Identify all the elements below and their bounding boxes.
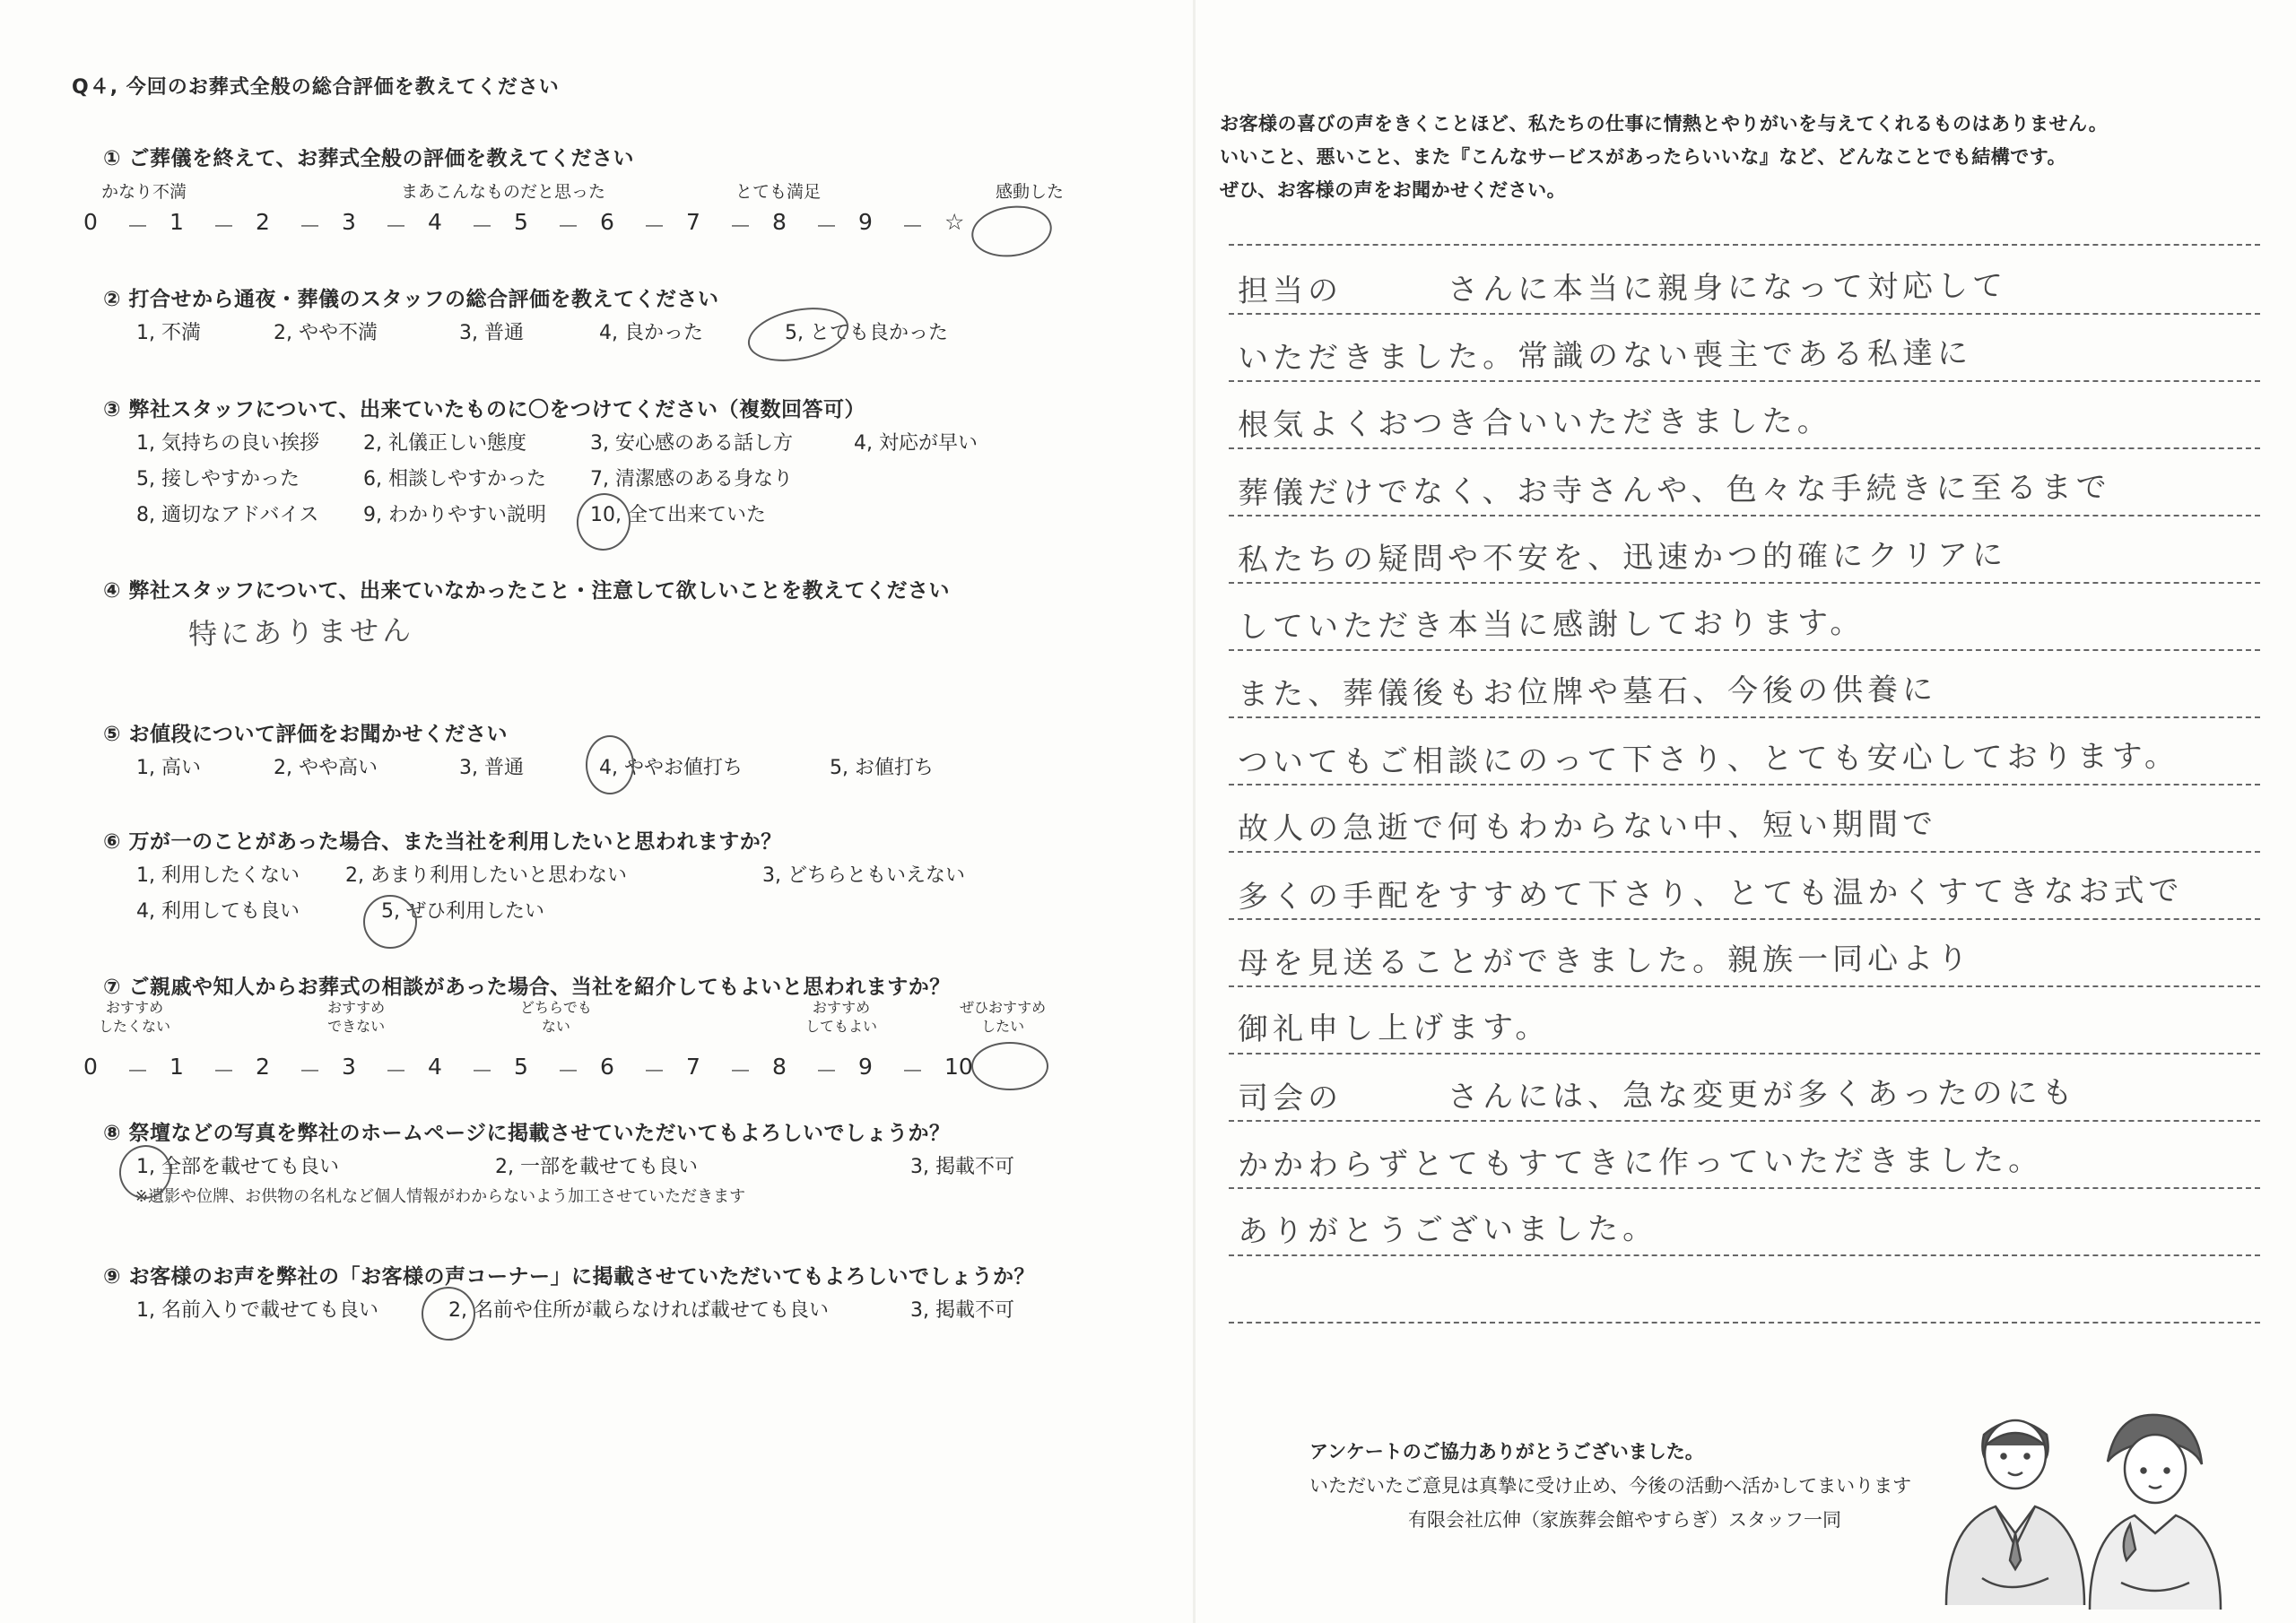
- q1-scale-dash: －: [815, 213, 839, 239]
- q3-option[interactable]: 10, 全て出来ていた: [590, 504, 766, 526]
- q6-answer-circle: [363, 895, 417, 949]
- q7-answer-circle: [971, 1042, 1048, 1090]
- q1-scale-value[interactable]: 6: [600, 209, 614, 235]
- q2-options: [103, 312, 1135, 348]
- q1-scale-value[interactable]: 0: [83, 209, 98, 235]
- comment-line: [1229, 853, 2260, 920]
- thanks-block: [1309, 1435, 1911, 1537]
- q7-scale-dash: －: [729, 1058, 752, 1084]
- q5-option[interactable]: 3, 普通: [459, 757, 524, 779]
- q6-option[interactable]: 5, ぜひ利用したい: [381, 900, 544, 923]
- intro-line: お客様の喜びの声をきくことほど、私たちの仕事に情熱とやりがいを与えてくれるものはありません。: [1220, 113, 2109, 135]
- comment-line: [1229, 1122, 2260, 1189]
- handwritten-comment: ありがとうございました。: [1237, 1211, 1658, 1250]
- question-8: [103, 1116, 1135, 1209]
- staff-man-figure: [1946, 1420, 2084, 1605]
- comment-line: [1229, 516, 2260, 584]
- q1-label: まあこんなものだと思った: [401, 182, 606, 202]
- handwritten-comment: していただき本当に感謝しております。: [1237, 604, 1866, 646]
- q3-option[interactable]: 3, 安心感のある話し方: [590, 432, 793, 455]
- q5-option[interactable]: 5, お値打ち: [830, 757, 934, 779]
- q7-scale-value[interactable]: 1: [170, 1054, 184, 1080]
- question-7: [83, 970, 1135, 1089]
- q1-title: ① ご葬儀を終えて、お葬式全般の評価を教えてください: [103, 147, 635, 170]
- q6-option[interactable]: 3, どちらともいえない: [762, 864, 965, 887]
- q1-scale-value[interactable]: 2: [256, 209, 270, 235]
- q7-scale-value[interactable]: 8: [772, 1054, 787, 1080]
- comment-top-rule: [1229, 244, 2260, 246]
- q3-option[interactable]: 2, 礼儀正しい態度: [363, 432, 526, 455]
- q8-option[interactable]: 3, 掲載不可: [910, 1156, 1014, 1178]
- q7-scale-labels: [99, 999, 1135, 1041]
- q2-option[interactable]: 1, 不満: [136, 322, 201, 344]
- question-4: [103, 574, 1135, 652]
- comment-line: [1229, 247, 2260, 315]
- comment-line: [1229, 584, 2260, 651]
- handwritten-comment: 多くの手配をすすめて下さり、とても温かくすてきなお式で: [1237, 872, 2184, 916]
- q7-scale-value[interactable]: 2: [256, 1054, 270, 1080]
- q1-scale-dash: －: [299, 213, 322, 239]
- staff-woman-figure: [2090, 1415, 2221, 1610]
- handwritten-comment: ついてもご相談にのって下さり、とても安心しております。: [1237, 738, 2180, 781]
- q8-title: ⑧ 祭壇などの写真を弊社のホームページに掲載させていただいてもよろしいでしょうか？: [103, 1122, 951, 1145]
- q7-scale-dash: －: [557, 1058, 580, 1084]
- comment-line: [1229, 1055, 2260, 1122]
- q7-scale-dash: －: [643, 1058, 666, 1084]
- q7-label: おすすめ したくない: [99, 999, 171, 1035]
- handwritten-comment: 葬儀だけでなく、お寺さんや、色々な手続きに至るまで: [1237, 469, 2111, 512]
- q1-scale-dash: －: [643, 213, 666, 239]
- q7-scale-value[interactable]: 3: [342, 1054, 356, 1080]
- thanks-title: アンケートのご協力ありがとうございました。: [1309, 1441, 1704, 1462]
- handwritten-comment: 故人の急逝で何もわからない中、短い期間で: [1237, 806, 1938, 847]
- q1-scale-dash: －: [126, 213, 150, 239]
- comment-line: [1229, 1256, 2260, 1324]
- q7-label: おすすめ してもよい: [805, 999, 878, 1035]
- question-9: [103, 1260, 1135, 1325]
- thanks-line: いただいたご意見は真摯に受け止め、今後の活動へ活かしてまいります: [1309, 1475, 1912, 1497]
- comment-line: [1229, 920, 2260, 987]
- handwritten-comment: かかわらずとてもすてきに作っていただきました。: [1237, 1141, 2044, 1185]
- q7-scale-dash: －: [385, 1058, 408, 1084]
- comment-line: [1229, 382, 2260, 449]
- q3-option[interactable]: 9, わかりやすい説明: [363, 504, 546, 526]
- q7-label: おすすめ できない: [327, 999, 386, 1035]
- q1-scale-dash: －: [557, 213, 580, 239]
- q2-option[interactable]: 5, とても良かった: [785, 322, 948, 344]
- intro-text: [1220, 108, 2108, 207]
- q1-scale-value[interactable]: 1: [170, 209, 184, 235]
- q5-option[interactable]: 2, やや高い: [274, 757, 378, 779]
- q4-heading: Q４, 今回のお葬式全般の総合評価を教えてください: [72, 76, 560, 99]
- q7-scale-dash: －: [901, 1058, 925, 1084]
- q8-option[interactable]: 2, 一部を載せても良い: [495, 1156, 698, 1178]
- q6-option[interactable]: 1, 利用したくない: [136, 864, 300, 887]
- q1-scale-value[interactable]: 8: [772, 209, 787, 235]
- q7-scale-dash: －: [471, 1058, 494, 1084]
- q7-scale-value[interactable]: 10: [944, 1054, 973, 1080]
- q4-title: ④ 弊社スタッフについて、出来ていなかったこと・注意して欲しいことを教えてください: [103, 579, 951, 603]
- q7-scale-value[interactable]: 6: [600, 1054, 614, 1080]
- q9-title: ⑨ お客様のお声を弊社の「お客様の声コーナー」に掲載させていただいてもよろしいでしょうか？: [103, 1265, 1035, 1289]
- right-page: [1193, 0, 2296, 1623]
- q1-scale-dash: －: [385, 213, 408, 239]
- q8-note-text: ※遺影や位牌、お供物の名札など個人情報がわからないよう加工させていただきます: [135, 1187, 746, 1206]
- q3-title: ③ 弊社スタッフについて、出来ていたものに〇をつけてください（複数回答可）: [103, 398, 866, 421]
- q6-options-row-1: [103, 855, 1135, 890]
- handwritten-comment: 母を見送ることができました。親族一同心より: [1237, 941, 1973, 982]
- comment-line: [1229, 718, 2260, 785]
- q9-option[interactable]: 2, 名前や住所が載らなければ載せても良い: [448, 1299, 829, 1322]
- q7-scale-value[interactable]: 7: [686, 1054, 700, 1080]
- question-3: [103, 393, 1135, 530]
- company-signature: 有限会社広伸（家族葬会館やすらぎ）スタッフ一同: [1408, 1509, 1841, 1531]
- q8-option[interactable]: 1, 全部を載せても良い: [136, 1156, 339, 1178]
- q7-scale-dash: －: [299, 1058, 322, 1084]
- q1-label: とても満足: [735, 182, 822, 202]
- q1-label: 感動した: [996, 182, 1065, 202]
- intro-line: いいこと、悪いこと、また『こんなサービスがあったらいいな』など、どんなことでも結構です。: [1220, 146, 2067, 168]
- q7-scale-dash: －: [213, 1058, 236, 1084]
- q1-scale-labels: [103, 171, 1135, 202]
- q7-scale-value[interactable]: 5: [514, 1054, 528, 1080]
- q7-scale-value[interactable]: 0: [83, 1054, 98, 1080]
- q8-note: [103, 1182, 1135, 1209]
- q3-options-row-2: [103, 458, 1135, 494]
- q1-scale-value[interactable]: 4: [428, 209, 442, 235]
- q4-handwritten-answer: 特にありません: [187, 612, 415, 652]
- q5-answer-circle: [586, 735, 634, 794]
- comment-line: [1229, 651, 2260, 718]
- q1-scale-value[interactable]: 9: [858, 209, 873, 235]
- q1-scale-dash: －: [901, 213, 925, 239]
- q2-option[interactable]: 4, 良かった: [599, 322, 703, 344]
- handwritten-comment: 私たちの疑問や不安を、迅速かつ的確にクリアに: [1237, 537, 2008, 578]
- question-6: [103, 825, 1135, 926]
- handwritten-comment: 担当の さんに本当に親身になって対応して: [1237, 268, 2008, 309]
- q3-options-row-1: [103, 422, 1135, 458]
- comment-line: [1229, 315, 2260, 382]
- handwritten-comment: 根気よくおつき合いいただきました。: [1237, 403, 1832, 444]
- question-1: [83, 142, 1135, 245]
- q7-label: ぜひおすすめ したい: [960, 999, 1047, 1035]
- q8-options: [103, 1146, 1135, 1182]
- q1-scale-dash: －: [213, 213, 236, 239]
- comment-area: [1229, 247, 2260, 1324]
- q9-option[interactable]: 1, 名前入りで載せても良い: [136, 1299, 378, 1322]
- handwritten-comment: いただきました。常識のない喪主である私達に: [1237, 335, 1973, 377]
- q3-option[interactable]: 4, 対応が早い: [854, 432, 978, 455]
- q7-scale-value[interactable]: 9: [858, 1054, 873, 1080]
- q1-scale-value[interactable]: ☆: [944, 209, 965, 235]
- q5-title: ⑤ お値段について評価をお聞かせください: [103, 723, 509, 746]
- q2-option[interactable]: 3, 普通: [459, 322, 524, 344]
- q6-options-row-2: [103, 890, 1135, 926]
- handwritten-comment: 司会の さんには、急な変更が多くあったのにも: [1237, 1074, 2077, 1117]
- q1-scale-value[interactable]: 3: [342, 209, 356, 235]
- q7-scale-value[interactable]: 4: [428, 1054, 442, 1080]
- q1-scale-dash: －: [471, 213, 494, 239]
- q3-option[interactable]: 8, 適切なアドバイス: [136, 504, 319, 526]
- staff-illustration: [1928, 1399, 2233, 1614]
- q2-title: ② 打合せから通夜・葬儀のスタッフの総合評価を教えてください: [103, 288, 719, 311]
- q6-option[interactable]: 2, あまり利用したいと思わない: [345, 864, 627, 887]
- q1-scale-dash: －: [729, 213, 752, 239]
- intro-line: ぜひ、お客様の声をお聞かせください。: [1220, 179, 1567, 201]
- q6-title: ⑥ 万が一のことがあった場合、また当社を利用したいと思われますか？: [103, 830, 782, 854]
- comment-line: [1229, 1189, 2260, 1256]
- q9-option[interactable]: 3, 掲載不可: [910, 1299, 1014, 1322]
- q6-option[interactable]: 4, 利用しても良い: [136, 900, 300, 923]
- q3-option[interactable]: 6, 相談しやすかった: [363, 468, 546, 490]
- q3-option[interactable]: 7, 清潔感のある身なり: [590, 468, 793, 490]
- comment-line: [1229, 987, 2260, 1055]
- q1-label: かなり不満: [101, 182, 187, 202]
- q1-scale-value[interactable]: 7: [686, 209, 700, 235]
- q5-option[interactable]: 4, ややお値打ち: [599, 757, 743, 779]
- q2-option[interactable]: 2, やや不満: [274, 322, 378, 344]
- q7-scale-dash: －: [126, 1058, 150, 1084]
- q3-option[interactable]: 5, 接しやすかった: [136, 468, 300, 490]
- q7-scale-dash: －: [815, 1058, 839, 1084]
- handwritten-comment: また、葬儀後もお位牌や墓石、今後の供養に: [1237, 672, 1938, 713]
- handwritten-comment: 御礼申し上げます。: [1237, 1009, 1551, 1048]
- q7-title: ⑦ ご親戚や知人からお葬式の相談があった場合、当社を紹介してもよいと思われますか？: [103, 976, 951, 999]
- comment-line: [1229, 785, 2260, 853]
- question-2: [103, 282, 1135, 348]
- q1-scale-value[interactable]: 5: [514, 209, 528, 235]
- q5-option[interactable]: 1, 高い: [136, 757, 201, 779]
- q9-options: [103, 1289, 1135, 1325]
- question-5: [103, 717, 1135, 783]
- q3-option[interactable]: 1, 気持ちの良い挨拶: [136, 432, 319, 455]
- comment-line: [1229, 449, 2260, 516]
- q7-label: どちらでも ない: [520, 999, 592, 1035]
